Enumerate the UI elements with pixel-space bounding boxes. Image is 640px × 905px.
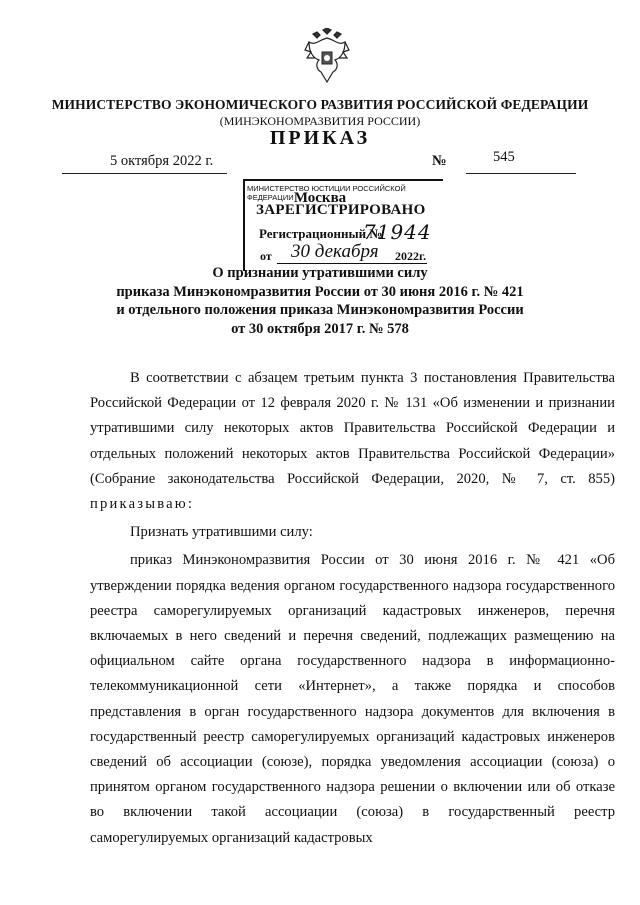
title-line: приказа Минэкономразвития России от 30 июня 2016 г. № 421 [116, 283, 524, 300]
date-underline [62, 173, 227, 174]
stamp-ministry: МИНИСТЕРСТВО ЮСТИЦИИ РОССИЙСКОЙ ФЕДЕРАЦИИ [247, 184, 406, 202]
resolution-paragraph: Признать утратившими силу: [130, 524, 313, 541]
stamp-reg-year: 2022г. [395, 249, 427, 263]
preamble-paragraph [90, 366, 615, 517]
preamble-text: В соответствии с абзацем третьим пункта 3 постановления Правительства Российской Федерации от 12 февраля 2020 г. № 131 «Об изменении и признании утратившими силу некоторых актов Правительства Российской Федерации и отдельных положений некоторых актов Правительства Российской Федерации» (Собрание законодательства Российской Федерации, 2020, № 7, ст. 855) [90, 370, 615, 487]
order-title [60, 264, 580, 338]
stamp-registered: ЗАРЕГИСТРИРОВАНО [256, 202, 426, 218]
ministry-name: МИНИСТЕРСТВО ЭКОНОМИЧЕСКОГО РАЗВИТИЯ РОССИЙСКОЙ ФЕДЕРАЦИИ [51, 97, 589, 112]
title-line: О признании утратившими силу [212, 265, 428, 281]
stamp-reg-number: 71944 [363, 220, 432, 244]
stamp-reg-day: 30 декабря [291, 241, 379, 262]
coat-of-arms-emblem [303, 28, 351, 84]
number-sign: № [432, 153, 447, 169]
order-body [90, 366, 615, 851]
stamp-reg-label: Регистрационный № [259, 226, 383, 241]
stamp-border-left [243, 179, 245, 271]
stamp-border-top [243, 179, 443, 181]
order-date: 5 октября 2022 г. [110, 153, 214, 169]
command-word: приказываю: [90, 496, 195, 513]
ministry-short-name: (МИНЭКОНОМРАЗВИТИЯ РОССИИ) [219, 114, 421, 128]
title-line: и отдельного положения приказа Минэкономразвития России [116, 302, 524, 318]
city: Москва [293, 190, 347, 206]
number-underline [466, 173, 576, 174]
order-number: 545 [493, 149, 515, 165]
stamp-from-label: от [260, 249, 272, 263]
title-line: от 30 октября 2017 г. № 578 [231, 320, 409, 337]
repealed-order-paragraph: приказ Минэкономразвития России от 30 июня 2016 г. № 421 «Об утверждении порядка ведения органом государственного надзора государственного реестра саморегулируемых организаций кадастровых инженеров, перечня включаемых в него сведений и перечня сведений, подлежащих размещению на официальном сайте органа государственного надзора в информационно-телекоммуникационной сети «Интернет», а также порядка и способов представления в орган государственного надзора документов для включения в государственный реестр саморегулируемых организаций кадастровых инженеров сведений об ассоциации (союзе), порядка уведомления ассоциации (союза) о принятом органом государственного надзора решении о включении или об отказе во включении такой ассоциации (союза) в государственный реестр саморегулируемых организаций кадастровых [90, 552, 615, 846]
document-type: ПРИКАЗ [269, 127, 371, 149]
